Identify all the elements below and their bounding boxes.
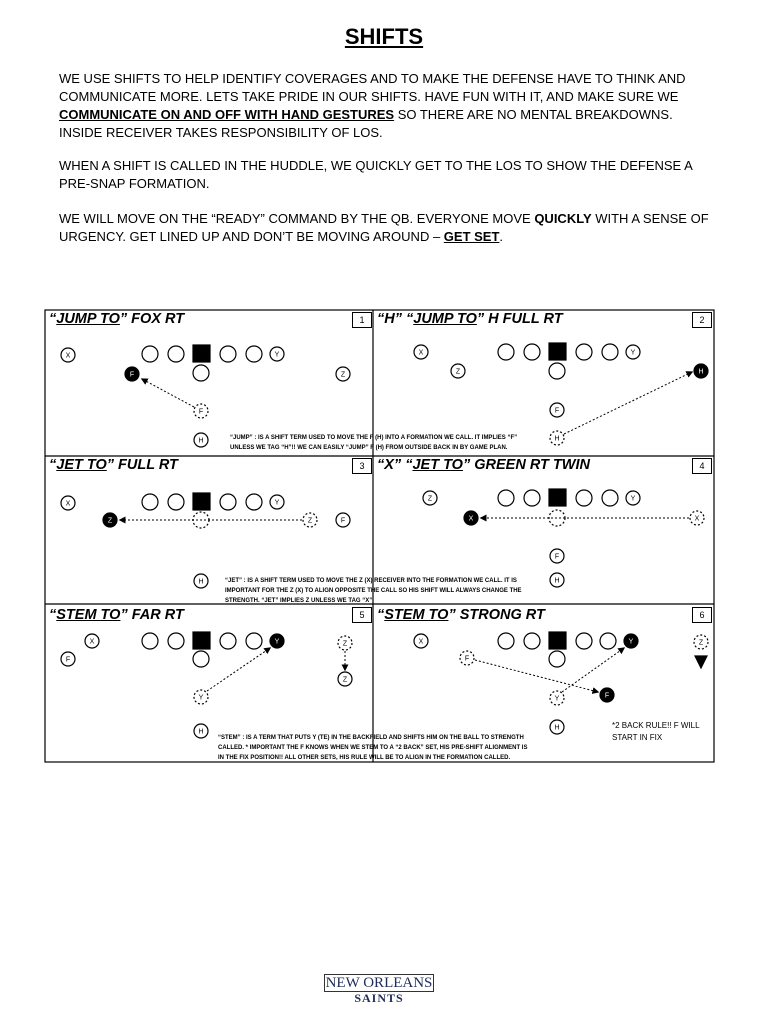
- svg-text:F: F: [554, 553, 560, 561]
- svg-text:H: H: [698, 368, 704, 376]
- svg-text:X: X: [418, 638, 424, 646]
- svg-text:Z: Z: [340, 371, 346, 379]
- stem-note: “STEM” : IS A TERM THAT PUTS Y (TE) IN THE BACKFIELD AND SHIFTS HIM ON THE BALL TO STRENGTH CALLED. * IMPORTANT THE F KNOWS WHEN WE STEM TO A “2 BACK” SET, HIS PRE-SHIFT ALIGNMENT IS IN THE FIX POSITION!! ALL OTHER SETS, HIS RULE WILL BE TO ALIGN IN THE FORMATION CALLED.: [218, 735, 528, 761]
- panel-title: “X” “JET TO” GREEN RT TWIN: [377, 457, 590, 473]
- svg-text:X: X: [468, 515, 474, 523]
- svg-text:Z: Z: [698, 639, 704, 647]
- svg-text:Y: Y: [630, 495, 636, 503]
- page-title: SHIFTS: [344, 24, 424, 49]
- svg-text:Y: Y: [274, 351, 280, 359]
- svg-text:H: H: [198, 728, 204, 736]
- svg-text:Z: Z: [107, 517, 113, 525]
- svg-text:H: H: [198, 578, 204, 586]
- panel-title: “STEM TO” STRONG RT: [377, 607, 545, 623]
- svg-text:Z: Z: [342, 676, 348, 684]
- svg-text:H: H: [198, 437, 204, 445]
- svg-text:Y: Y: [198, 694, 204, 702]
- svg-text:F: F: [604, 692, 610, 700]
- panel-number: 1: [352, 312, 372, 328]
- svg-text:Z: Z: [307, 517, 313, 525]
- panel-title: “JUMP TO” FOX RT: [49, 311, 185, 327]
- intro-paragraph-3: WE WILL MOVE ON THE “READY” COMMAND BY THE QB. EVERYONE MOVE QUICKLY WITH A SENSE OF URGENCY. GET LINED UP AND DON’T BE MOVING AROUND – GET SET.: [59, 211, 709, 244]
- svg-text:F: F: [464, 655, 470, 663]
- panel-number: 6: [692, 607, 712, 623]
- panel-title: “H” “JUMP TO” H FULL RT: [377, 311, 563, 327]
- svg-text:H: H: [554, 724, 560, 732]
- svg-text:X: X: [65, 352, 71, 360]
- svg-text:X: X: [694, 515, 700, 523]
- panel-number: 4: [692, 458, 712, 474]
- svg-text:F: F: [198, 408, 204, 416]
- panel-number: 2: [692, 312, 712, 328]
- svg-text:Y: Y: [274, 499, 280, 507]
- svg-text:Y: Y: [554, 695, 560, 703]
- svg-text:Z: Z: [427, 495, 433, 503]
- panel-number: 3: [352, 458, 372, 474]
- svg-text:H: H: [554, 577, 560, 585]
- svg-text:X: X: [418, 349, 424, 357]
- svg-text:Z: Z: [455, 368, 461, 376]
- panel-title: “JET TO” FULL RT: [49, 457, 178, 473]
- svg-text:Z: Z: [342, 640, 348, 648]
- panel-title: “STEM TO” FAR RT: [49, 607, 184, 623]
- team-logo: NEW ORLEANS SAINTS: [325, 975, 433, 1005]
- svg-text:X: X: [65, 500, 71, 508]
- svg-text:F: F: [554, 407, 560, 415]
- svg-text:F: F: [340, 517, 346, 525]
- two-back-rule-note: *2 BACK RULE!! F WILL START IN FIX: [612, 721, 700, 742]
- svg-text:F: F: [129, 371, 135, 379]
- jump-note: “JUMP” : IS A SHIFT TERM USED TO MOVE THE F (H) INTO A FORMATION WE CALL. IT IMPLIES “F” UNLESS WE TAG “H”!! WE CAN EASILY “JUMP” F (H) FROM OUTSIDE BACK IN BY GAME PLAN.: [230, 435, 518, 451]
- intro-paragraph-2: WHEN A SHIFT IS CALLED IN THE HUDDLE, WE QUICKLY GET TO THE LOS TO SHOW THE DEFENSE A PRE-SNAP FORMATION.: [59, 158, 693, 191]
- svg-text:X: X: [89, 638, 95, 646]
- svg-text:F: F: [65, 656, 71, 664]
- panel-number: 5: [352, 607, 372, 623]
- svg-text:H: H: [554, 435, 560, 443]
- jet-note: “JET” : IS A SHIFT TERM USED TO MOVE THE Z (X) RECEIVER INTO THE FORMATION WE CALL. IT IS IMPORTANT FOR THE Z (X) TO ALIGN OPPOSITE THE CALL SO HIS SHIFT WILL ALWAYS CHANGE THE STRENGTH. “JET” IMPLIES Z UNLESS WE TAG “X”.: [225, 578, 522, 604]
- svg-text:Y: Y: [274, 638, 280, 646]
- intro-paragraph-1: WE USE SHIFTS TO HELP IDENTIFY COVERAGES AND TO MAKE THE DEFENSE HAVE TO THINK AND COMMUNICATE MORE. LETS TAKE PRIDE IN OUR SHIFTS. HAVE FUN WITH IT, AND MAKE SURE WE COMMUNICATE ON AND OFF WITH HAND GESTURES SO THERE ARE NO MENTAL BREAKDOWNS. INSIDE RECEIVER TAKES RESPONSIBILITY OF LOS.: [59, 71, 686, 140]
- svg-text:Y: Y: [628, 638, 634, 646]
- svg-text:Y: Y: [630, 349, 636, 357]
